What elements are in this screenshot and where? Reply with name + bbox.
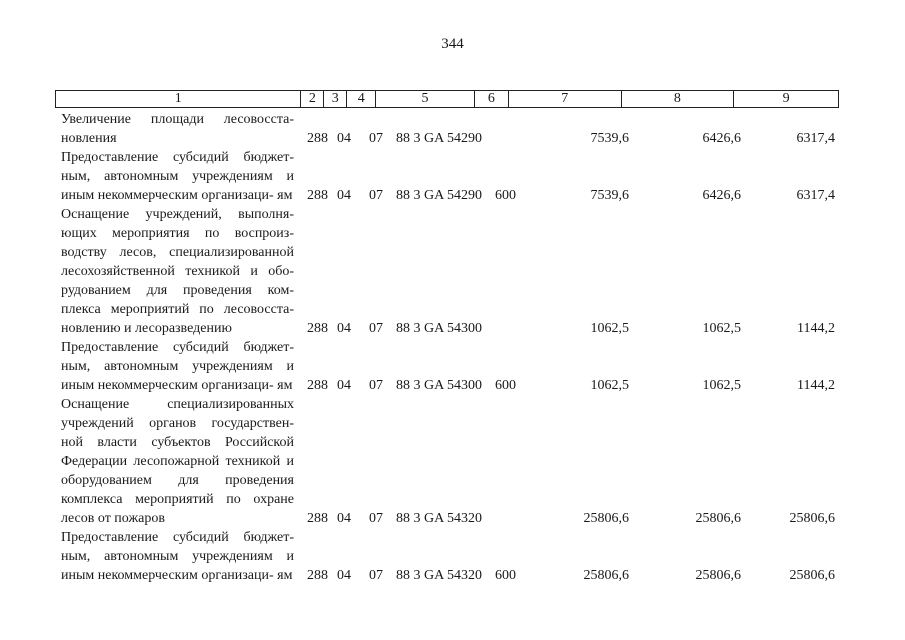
- row-target-item: 88 3 GA 54300: [396, 321, 482, 336]
- row-subsection: 07: [369, 568, 383, 583]
- row-grbs: 288: [307, 568, 328, 583]
- row-amount-col9: 6317,4: [796, 131, 835, 146]
- row-amount-col9: 25806,6: [789, 511, 835, 526]
- row-target-item: 88 3 GA 54290: [396, 131, 482, 146]
- row-amount-col9: 1144,2: [797, 321, 835, 336]
- table-body: [61, 110, 851, 585]
- row-grbs: 288: [307, 188, 328, 203]
- row-subsection: 07: [369, 188, 383, 203]
- row-description: Оснащение специализированных учреждений органов государствен- ной власти субъектов Российской Федерации лесопожарной техникой и оборудованием для проведения комплекса мероприятий по охране лесов от пожаров: [61, 397, 294, 526]
- header-col-1: 1: [56, 91, 301, 107]
- row-target-item: 88 3 GA 54320: [396, 568, 482, 583]
- row-values: [61, 566, 851, 585]
- row-amount-col8: 1062,5: [702, 321, 741, 336]
- row-amount-col8: 6426,6: [702, 188, 741, 203]
- row-amount-col7: 1062,5: [590, 378, 629, 393]
- row-section: 04: [337, 131, 351, 146]
- table-row: [61, 395, 851, 528]
- row-grbs: 288: [307, 378, 328, 393]
- row-section: 04: [337, 321, 351, 336]
- row-grbs: 288: [307, 131, 328, 146]
- row-target-item: 88 3 GA 54320: [396, 511, 482, 526]
- table-row: [61, 148, 851, 205]
- row-description: Увеличение площади лесовосста- новления: [61, 112, 294, 146]
- header-col-7: 7: [509, 91, 622, 107]
- table-row: [61, 338, 851, 395]
- row-amount-col8: 1062,5: [702, 378, 741, 393]
- row-values: [61, 509, 851, 528]
- header-col-2: 2: [301, 91, 324, 107]
- row-description: Оснащение учреждений, выполня- ющих мероприятия по воспроиз- водству лесов, специализированной лесохозяйственной техникой и обо- рудованием для проведения ком- плекса мероприятий по лесовосста- новлению и лесоразведению: [61, 207, 294, 336]
- page-number: 344: [441, 36, 464, 52]
- row-description: Предоставление субсидий бюджет- ным, автономным учреждениям и иным некоммерческим организаци- ям: [61, 340, 294, 393]
- row-values: [61, 186, 851, 205]
- row-grbs: 288: [307, 321, 328, 336]
- row-expense-type: 600: [495, 378, 516, 393]
- header-col-4: 4: [347, 91, 376, 107]
- header-col-6: 6: [475, 91, 509, 107]
- header-col-9: 9: [782, 91, 790, 106]
- table-row: [61, 110, 851, 148]
- row-values: [61, 319, 851, 338]
- row-subsection: 07: [369, 321, 383, 336]
- row-values: [61, 129, 851, 148]
- row-amount-col8: 6426,6: [702, 131, 741, 146]
- row-amount-col9: 25806,6: [789, 568, 835, 583]
- row-amount-col7: 7539,6: [590, 131, 629, 146]
- row-subsection: 07: [369, 378, 383, 393]
- table-row: [61, 205, 851, 338]
- row-section: 04: [337, 378, 351, 393]
- row-section: 04: [337, 568, 351, 583]
- row-expense-type: 600: [495, 568, 516, 583]
- header-col-8: 8: [622, 91, 735, 107]
- header-col-3: 3: [324, 91, 347, 107]
- table-header: [55, 90, 839, 108]
- row-amount-col9: 6317,4: [796, 188, 835, 203]
- row-subsection: 07: [369, 131, 383, 146]
- row-target-item: 88 3 GA 54300: [396, 378, 482, 393]
- row-section: 04: [337, 511, 351, 526]
- table-row: [61, 528, 851, 585]
- row-values: [61, 376, 851, 395]
- row-amount-col7: 7539,6: [590, 188, 629, 203]
- row-amount-col7: 1062,5: [590, 321, 629, 336]
- row-amount-col7: 25806,6: [583, 511, 629, 526]
- row-description: Предоставление субсидий бюджет- ным, автономным учреждениям и иным некоммерческим организаци- ям: [61, 150, 294, 203]
- row-amount-col7: 25806,6: [583, 568, 629, 583]
- header-col-5: 5: [376, 91, 475, 107]
- row-section: 04: [337, 188, 351, 203]
- row-amount-col8: 25806,6: [695, 511, 741, 526]
- row-target-item: 88 3 GA 54290: [396, 188, 482, 203]
- row-amount-col8: 25806,6: [695, 568, 741, 583]
- row-grbs: 288: [307, 511, 328, 526]
- row-amount-col9: 1144,2: [797, 378, 835, 393]
- row-description: Предоставление субсидий бюджет- ным, автономным учреждениям и иным некоммерческим организаци- ям: [61, 530, 294, 583]
- row-subsection: 07: [369, 511, 383, 526]
- row-expense-type: 600: [495, 188, 516, 203]
